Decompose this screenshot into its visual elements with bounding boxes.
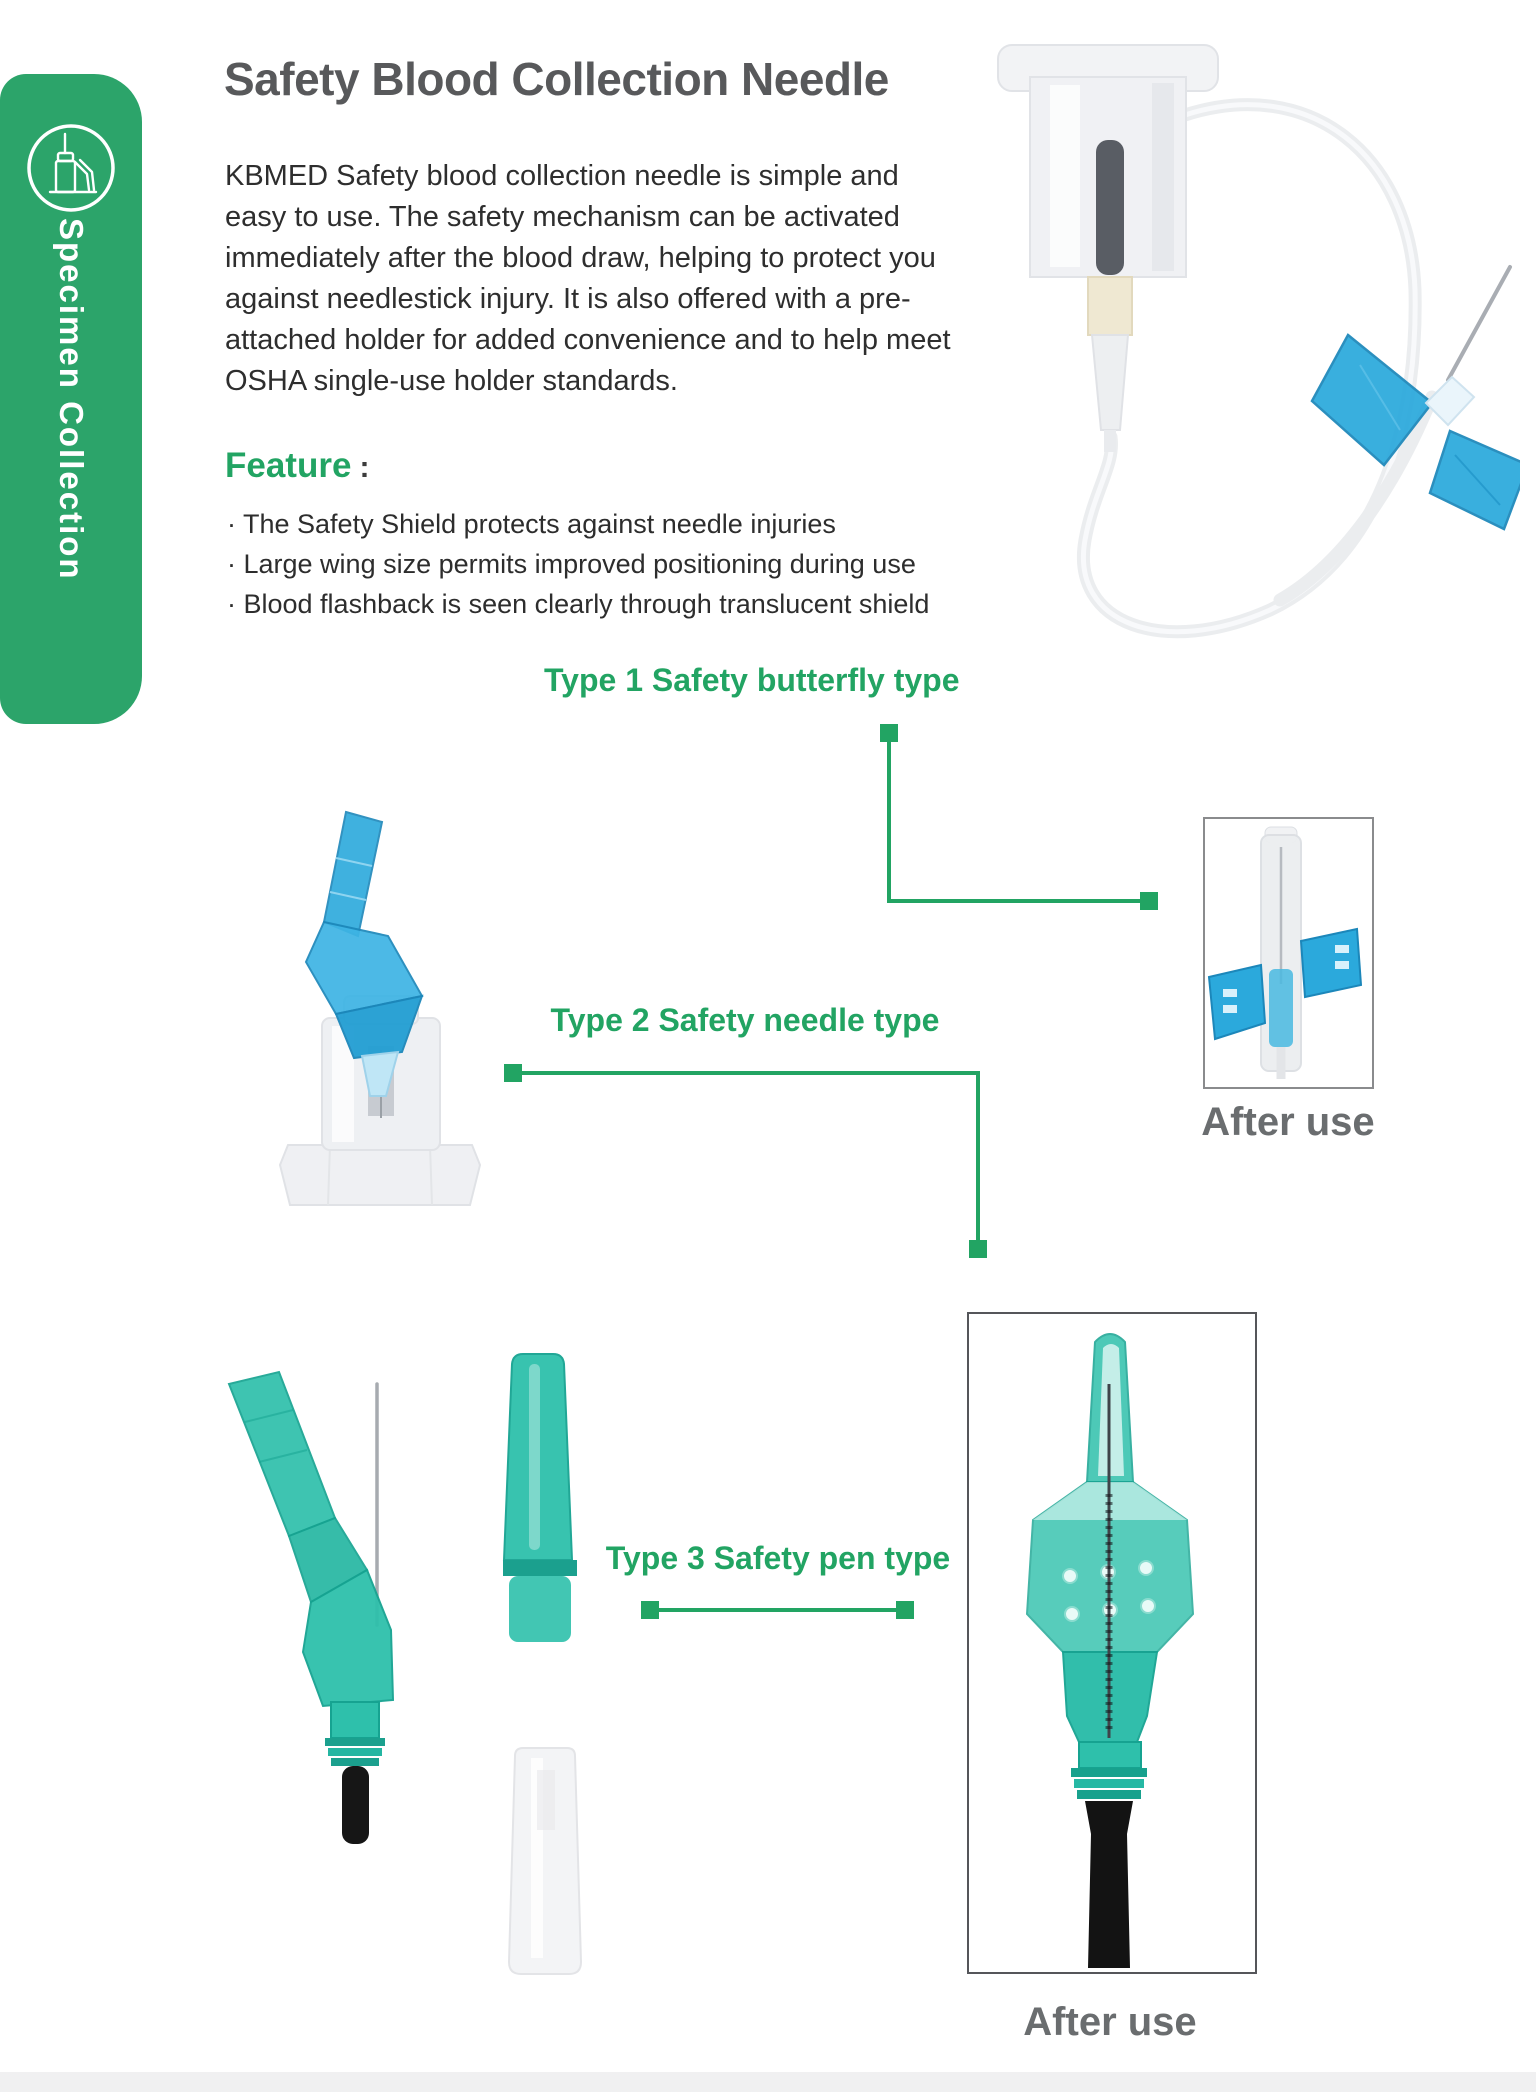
safety-pen-photo: [215, 1370, 415, 1850]
safety-needle-photo: [270, 800, 490, 1210]
intro-line: immediately after the blood draw, helping to protect you: [225, 242, 936, 274]
intro-line: KBMED Safety blood collection needle is simple and: [225, 160, 899, 192]
clear-cap-photo: [505, 1740, 585, 1985]
pen-needle-cap-photo: [495, 1340, 585, 1660]
section-label-type3: Type 3 Safety pen type: [605, 1540, 951, 1576]
after-use-butterfly-photo: [1205, 819, 1368, 1083]
after-use-butterfly-caption: After use: [1201, 1100, 1375, 1144]
feature-colon: :: [359, 451, 370, 484]
intro-line: against needlestick injury. It is also offered with a pre-: [225, 283, 911, 315]
section-label-type2: Type 2 Safety needle type: [550, 1002, 940, 1038]
intro-line: OSHA single-use holder standards.: [225, 365, 678, 397]
intro-line: attached holder for added convenience and to help meet: [225, 324, 951, 356]
specimen-collection-icon: [23, 120, 119, 216]
feature-bullet: · Large wing size permits improved positioning during use: [227, 549, 916, 579]
feature-bullet: · The Safety Shield protects against needle injuries: [227, 509, 836, 539]
feature-bullet-list: [227, 504, 929, 624]
sidebar-label: Specimen Collection: [53, 218, 90, 581]
page-bottom-strip: [0, 2072, 1536, 2092]
section-label-type1: Type 1 Safety butterfly type: [544, 662, 960, 698]
page-title: Safety Blood Collection Needle: [224, 53, 889, 105]
feature-word: Feature: [225, 446, 352, 485]
butterfly-set-photo: [980, 35, 1520, 655]
after-use-butterfly-box: [1203, 817, 1374, 1089]
feature-bullet: · Blood flashback is seen clearly through translucent shield: [227, 589, 930, 619]
intro-line: easy to use. The safety mechanism can be activated: [225, 201, 900, 233]
intro-paragraph: [225, 156, 951, 402]
after-use-pen-box: [967, 1312, 1257, 1974]
after-use-pen-caption: After use: [1023, 2000, 1197, 2044]
after-use-pen-photo: [969, 1314, 1251, 1968]
feature-heading: [225, 446, 369, 486]
sidebar-specimen-collection: [0, 74, 142, 724]
